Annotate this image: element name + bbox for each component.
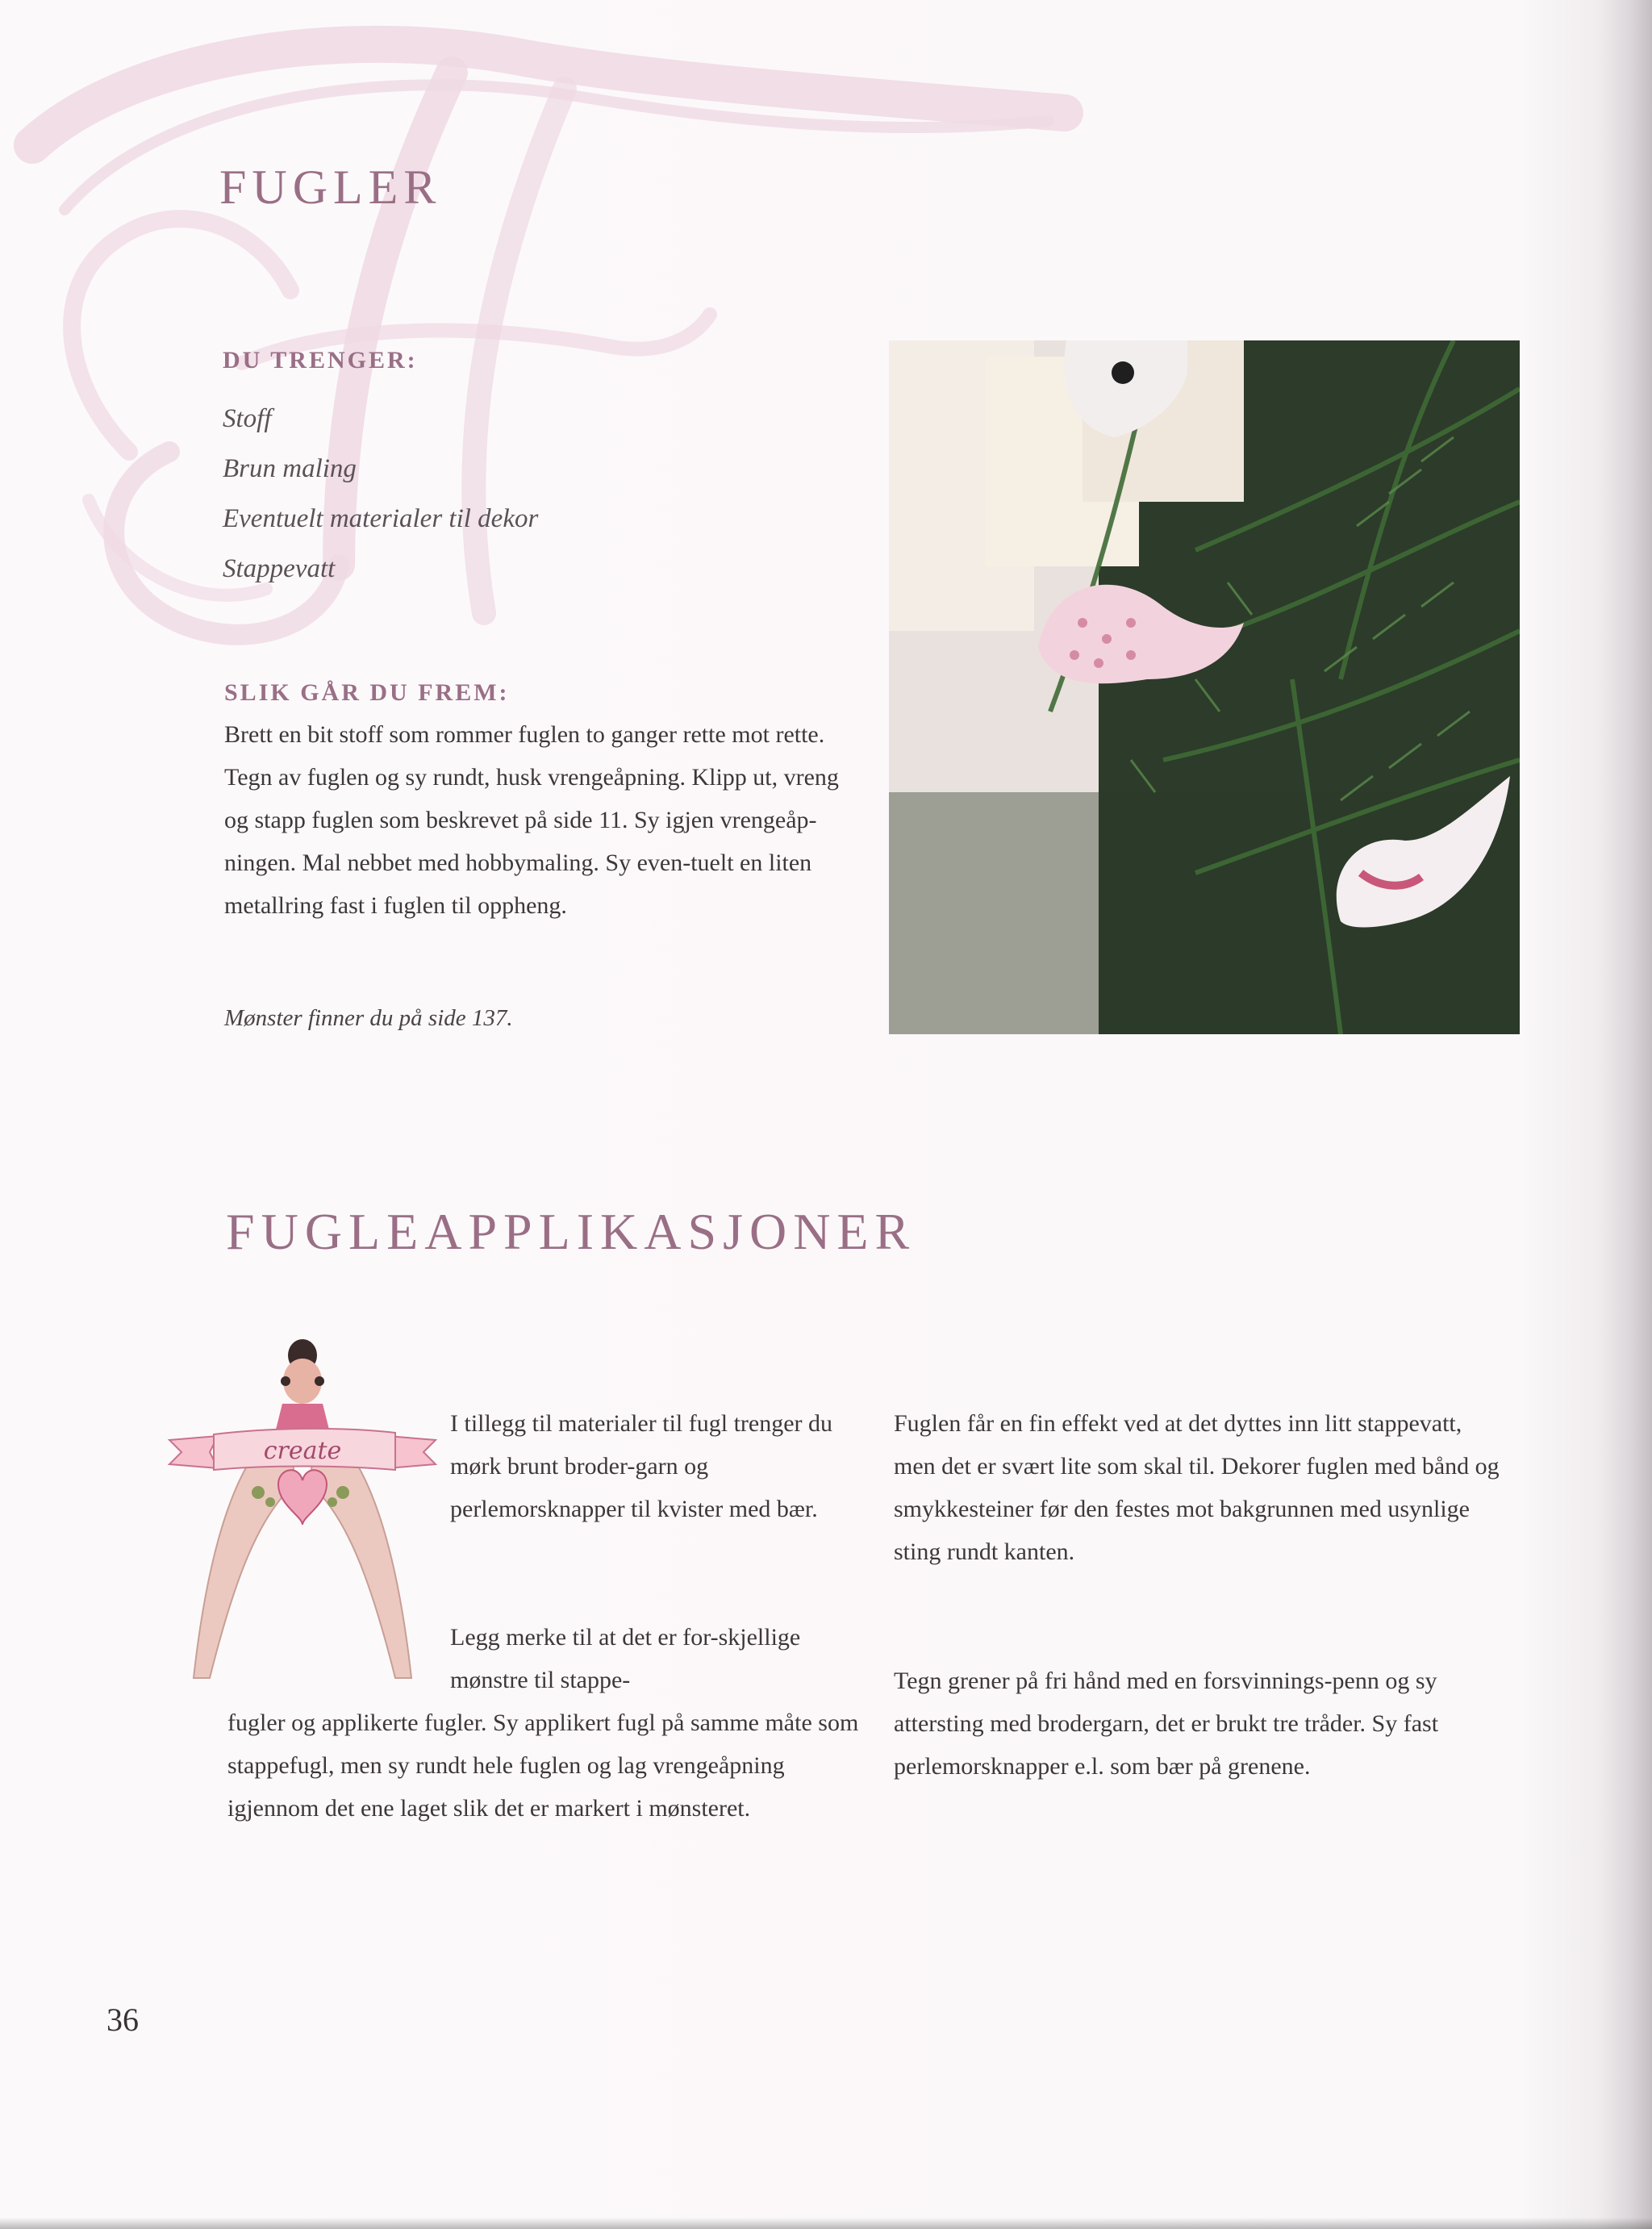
page-number: 36 [106, 2002, 139, 2038]
materials-list [223, 394, 538, 594]
column1-paragraph3: fugler og applikerte fugler. Sy applikert fugl på samme måte som stappefugl, men sy rundt hele fuglen og lag vrengeåpning igjennom det ene laget slik det er markert i mønsteret. [227, 1709, 859, 1822]
section-title-fugler: FUGLER [219, 161, 442, 214]
page-spine-shadow [1596, 0, 1652, 2229]
material-item: Stoff [223, 404, 272, 433]
angel-illustration [161, 1323, 444, 1694]
section-title-fugleapplikasjoner: FUGLEAPPLIKASJONER [226, 1203, 916, 1260]
material-item: Stappevatt [223, 554, 336, 583]
materials-heading: DU TRENGER: [223, 347, 418, 374]
banner-text: create [263, 1437, 342, 1465]
column1-paragraph2: Legg merke til at det er for-skjellige mønstre til stappe- [450, 1624, 801, 1693]
instructions-heading: SLIK GÅR DU FREM: [224, 679, 510, 706]
column2-paragraph1: Fuglen får en fin effekt ved at det dyttes inn litt stappevatt, men det er svært lite som skal til. Dekorer fuglen med bånd og smykkesteiner før den festes mot bakgrunnen med usynlige sting rundt kanten. [894, 1410, 1500, 1565]
material-item: Eventuelt materialer til dekor [223, 504, 539, 533]
material-item: Brun maling [223, 454, 357, 483]
pattern-reference: Mønster finner du på side 137. [224, 1005, 513, 1031]
column1-paragraph1: I tillegg til materialer til fugl trenger du mørk brunt broder-garn og perlemorsknapper til kvister med bær. [450, 1410, 833, 1522]
page-bottom-edge [0, 2218, 1652, 2229]
column2-paragraph2: Tegn grener på fri hånd med en forsvinnings-penn og sy attersting med brodergarn, det er brukt tre tråder. Sy fast perlemorsknapper e.l. som bær på grenene. [894, 1668, 1439, 1780]
instructions-text: Brett en bit stoff som rommer fuglen to ganger rette mot rette. Tegn av fuglen og sy rundt, husk vrengeåpning. Klipp ut, vreng og stapp fuglen som beskrevet på side 11. Sy igjen vrengeåp-ningen. Mal nebbet med hobbymaling. Sy even-tuelt en liten metallring fast i fuglen til oppheng. [224, 721, 839, 919]
photo-birds-on-tree [889, 340, 1520, 1034]
